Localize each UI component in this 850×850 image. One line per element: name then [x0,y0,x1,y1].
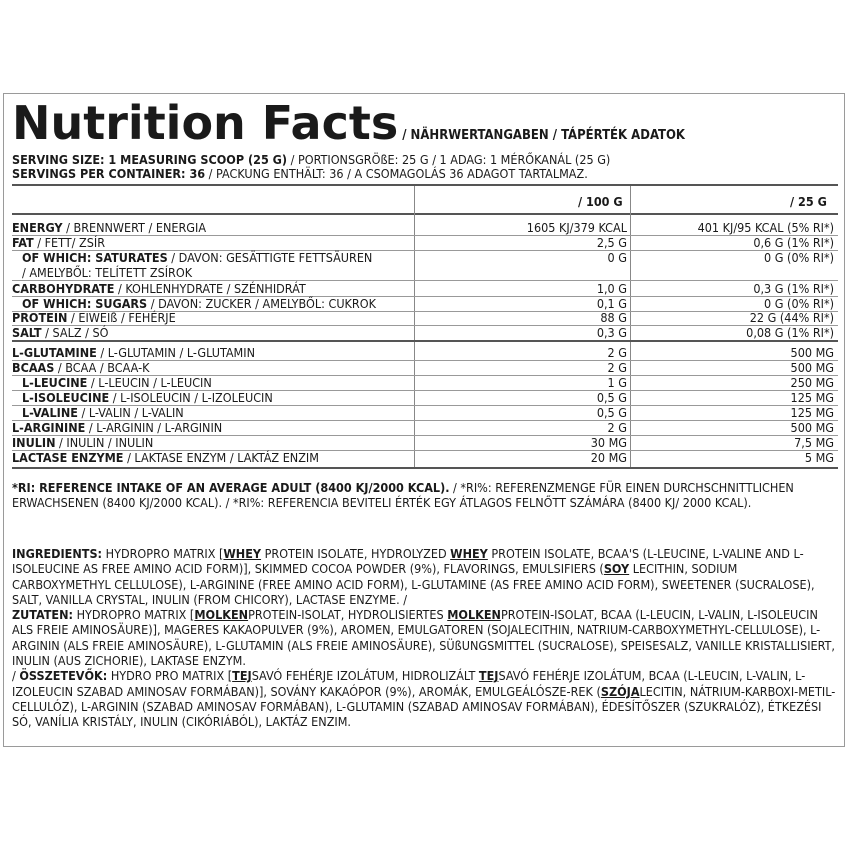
ingredients-label-en: INGREDIENTS: [12,546,103,561]
value-per-100g: 1,0 G [596,281,627,296]
table-row [12,220,838,235]
table-row [12,281,838,296]
table-row [12,375,838,390]
column-header-100g: / 100 G [578,194,623,209]
nutrient-name-en: BCAAS [12,360,55,375]
nutrient-name [22,375,212,390]
allergen-molken: MOLKEN [447,607,501,623]
table-row [12,250,838,265]
value-per-serving: 0,3 G (1% RI*) [753,281,834,296]
nutrient-name [12,435,153,450]
table-row [12,405,838,420]
nutrient-name [12,325,108,340]
nutrient-name [22,265,192,280]
value-per-serving: 250 MG [790,375,834,390]
ingredients-text: HYDRO PRO MATRIX [ [107,668,233,684]
nutrient-name-translations: / BRENNWERT / ENERGIA [62,220,207,235]
nutrient-name [12,220,206,235]
nutrient-name [12,235,105,250]
table-row [12,345,838,360]
ingredients-separator: / [12,668,20,684]
value-per-100g: 20 MG [590,450,627,465]
nutrient-name-translations: / L-ISOLEUCIN / L-IZOLEUCIN [109,390,273,405]
table-bottom-rule [12,467,838,469]
ingredients-block [12,546,838,730]
nutrient-name [12,450,319,465]
table-row [12,360,838,375]
allergen-tej: TEJ [478,668,499,684]
allergen-szoja: SZÓJA [600,683,640,699]
value-per-100g: 0,5 G [596,390,627,405]
ri-note-en: *RI: REFERENCE INTAKE OF AN AVERAGE ADULT (8400 KJ/2000 KCAL). [12,480,450,495]
table-row [12,450,838,465]
nutrient-name-en: L-GLUTAMINE [12,345,97,360]
nutrient-name-en: INULIN [12,435,56,450]
title-row [12,96,685,150]
servings-per-container [12,166,588,181]
table-row [12,265,838,280]
ingredients-text: LECITIN, NÁTRIUM-KARBOXI-METIL-CELLULÓZ), L-ARGININ (SZABAD AMINOSAV FORMÁBAN), L-GLUTAMIN (SZABAD AMINOSAV FORMÁBAN), ÉDESÍTŐSZER (SZUKRALÓZ), ÉTKEZÉSI SÓ, VANÍLIA KRISTÁLY, INULIN (CIKÓRIÁBÓL), LAKTÁZ ENZIM. [12,683,836,730]
value-per-serving: 0,08 G (1% RI*) [746,325,834,340]
value-per-serving: 500 MG [790,345,834,360]
nutrient-name-translations: / SALZ / SÓ [41,325,109,340]
ingredients-text: PROTEIN ISOLATE, HYDROLYZED [261,546,451,561]
value-per-100g: 2 G [607,345,627,360]
value-per-100g: 0,5 G [596,405,627,420]
nutrient-name-en: OF WHICH: SUGARS [22,296,148,311]
nutrient-name-en: FAT [12,235,34,250]
table-row [12,435,838,450]
nutrient-name-en: L-ARGININE [12,420,86,435]
value-per-100g: 1605 KJ/379 KCAL [526,220,627,235]
ingredients-text: HYDROPRO MATRIX [ [73,607,195,623]
ingredients-text: PROTEIN ISOLATE, BCAA'S (L-LEUCINE, L-VALINE AND L-ISOLEUCINE AS FREE AMINO ACID FORM)], SKIMMED COCOA POWDER (9%), FLAVORINGS, EMULSIFIERS ( [12,546,804,577]
value-per-serving: 125 MG [790,405,834,420]
table-row [12,296,838,311]
nutrient-name [22,405,184,420]
ingredients-text: SAVÓ FEHÉRJE IZOLÁTUM, HIDROLIZÁLT [251,668,479,684]
nutrient-name [12,310,176,325]
allergen-whey: WHEY [450,546,488,561]
value-per-serving: 22 G (44% RI*) [749,310,834,325]
nutrient-name-translations: / L-GLUTAMIN / L-GLUTAMIN [96,345,255,360]
servings-translations: / PACKUNG ENTHÄLT: 36 / A CSOMAGOLÁS 36 ADAGOT TARTALMAZ. [205,166,588,181]
nutrient-name-en: PROTEIN [12,310,68,325]
reference-intake-note [12,480,838,511]
value-per-100g: 30 MG [590,435,627,450]
serving-size-label: SERVING SIZE: 1 MEASURING SCOOP (25 G) [12,152,288,167]
ingredients-label-hu: ÖSSZETEVŐK: [19,668,108,684]
value-per-serving: 0 G (0% RI*) [764,296,834,311]
value-per-serving: 0,6 G (1% RI*) [753,235,834,250]
ingredients-label-de: ZUTATEN: [12,607,73,623]
nutrient-name-translations: / AMELYBŐL: TELÍTETT ZSÍROK [22,265,193,280]
nutrient-name-translations: / EIWEIß / FEHÉRJE [67,310,176,325]
servings-label: SERVINGS PER CONTAINER: 36 [12,166,206,181]
ingredients-text: HYDROPRO MATRIX [ [102,546,224,561]
ingredients-text: PROTEIN-ISOLAT, HYDROLISIERTES [248,607,448,623]
nutrient-name-translations: / KOHLENHYDRATE / SZÉNHIDRÁT [114,281,306,296]
allergen-whey: WHEY [223,546,262,561]
value-per-100g: 88 G [600,310,627,325]
nutrient-name-en: CARBOHYDRATE [12,281,115,296]
nutrient-name [12,420,222,435]
row-divider [12,340,838,342]
nutrient-name-en: LACTASE ENZYME [12,450,124,465]
ri-note-translations: / *RI%: REFERENZMENGE FÜR EINEN DURCHSCHNITTLICHEN ERWACHSENEN (8400 KJ/2000 KCAL). / *RI%: REFERENCIA BEVITELI ÉRTÉK EGY ÁTLAGOS FELNŐTT SZÁMÁRA (8400 KJ/ 2000 KCAL). [12,480,794,511]
value-per-serving: 5 MG [804,450,834,465]
value-per-100g: 0 G [607,250,627,265]
serving-size [12,152,610,167]
value-per-serving: 401 KJ/95 KCAL (5% RI*) [697,220,834,235]
table-row [12,325,838,340]
top-rule [12,184,838,186]
table-row [12,390,838,405]
page-title: Nutrition Facts [12,96,399,150]
nutrient-name [12,360,150,375]
table-row [12,310,838,325]
nutrient-name-en: L-VALINE [22,405,78,420]
value-per-serving: 0 G (0% RI*) [764,250,834,265]
ingredients-text: LECITHIN, SODIUM CARBOXYMETHYL CELLULOSE), L-ARGININE (FREE AMINO ACID FORM), L-GLUTAMINE (AS FREE AMINO ACID FORM), SWEETENER (SUCRALOSE), SALT, VANILLA CRYSTAL, INULIN (FROM CHICORY), LACTASE ENZYME. / [12,561,815,607]
column-header-25g: / 25 G [790,194,827,209]
allergen-soy: SOY [603,561,630,577]
nutrient-name-en: L-LEUCINE [22,375,88,390]
nutrient-name [12,345,255,360]
nutrient-name-translations: / DAVON: GESÄTTIGTE FETTSÄUREN [167,250,373,265]
ingredients-text: PROTEIN-ISOLAT, BCAA (L-LEUCIN, L-VALIN, L-ISOLEUCIN ALS FREIE AMINOSÄURE)], MAGERES KAKAOPULVER (9%), AROMEN, EMULGATOREN (SOJALECITHIN, NATRIUM-CARBOXYMETHYL-CELLULOSE), L-ARGININ (ALS FREIE AMINOSÄURE), L-GLUTAMIN (ALS FREIE AMINOSÄURE), SÜßUNGSMITTEL (SUCRALOSE), SPEISESALZ, VANILLE KRISTALLISIERT, INULIN (AUS ZICHORIE), LAKTASE ENZYM. [12,607,835,669]
header-rule [12,213,838,215]
allergen-molken: MOLKEN [194,607,249,623]
nutrient-name-translations: / DAVON: ZUCKER / AMELYBŐL: CUKROK [147,296,376,311]
nutrient-name-translations: / L-ARGININ / L-ARGININ [85,420,223,435]
nutrient-name-translations: / BCAA / BCAA-K [54,360,150,375]
nutrient-name [22,296,376,311]
nutrient-name-en: OF WHICH: SATURATES [22,250,168,265]
serving-size-translations: / PORTIONSGRÖßE: 25 G / 1 ADAG: 1 MÉRŐKANÁL (25 G) [287,152,611,167]
nutrient-name-en: SALT [12,325,42,340]
value-per-100g: 2 G [607,420,627,435]
value-per-serving: 500 MG [790,420,834,435]
nutrient-name-translations: / L-VALIN / L-VALIN [77,405,184,420]
value-per-100g: 2 G [607,360,627,375]
value-per-100g: 1 G [607,375,627,390]
value-per-serving: 125 MG [790,390,834,405]
title-translations: / NÄHRWERTANGABEN / TÁPÉRTÉK ADATOK [402,128,685,143]
value-per-serving: 7,5 MG [794,435,834,450]
nutrient-name [22,390,273,405]
value-per-100g: 2,5 G [596,235,627,250]
ingredients-text: SAVÓ FEHÉRJE IZOLÁTUM, BCAA (L-LEUCIN, L-VALIN, L-IZOLEUCIN SZABAD AMINOSAV FORMÁBAN)], SOVÁNY KAKAÓPOR (9%), AROMÁK, EMULGEÁLÓSZE-REK ( [12,668,806,699]
nutrient-name-translations: / FETT/ ZSÍR [33,235,106,250]
table-row [12,420,838,435]
nutrient-name-en: L-ISOLEUCINE [22,390,110,405]
nutrient-name-translations: / INULIN / INULIN [55,435,154,450]
nutrient-name-translations: / L-LEUCIN / L-LEUCIN [87,375,212,390]
value-per-100g: 0,3 G [596,325,627,340]
nutrient-name-translations: / LAKTASE ENZYM / LAKTÁZ ENZIM [123,450,319,465]
value-per-serving: 500 MG [790,360,834,375]
allergen-tej: TEJ [232,668,252,684]
table-row [12,235,838,250]
nutrient-name [22,250,372,265]
nutrient-name [12,281,306,296]
value-per-100g: 0,1 G [596,296,627,311]
nutrient-name-en: ENERGY [12,220,63,235]
